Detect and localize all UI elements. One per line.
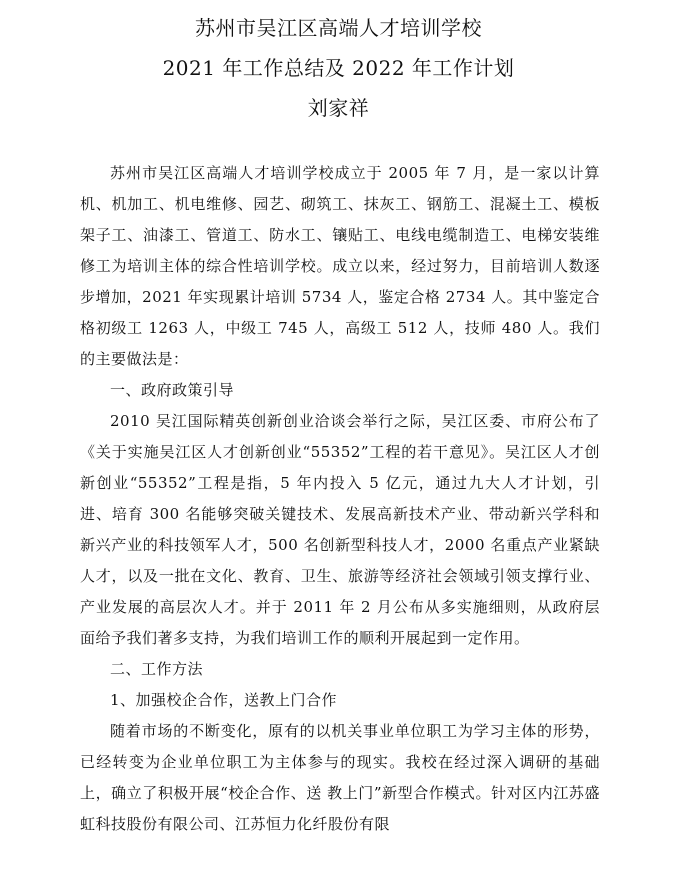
section-heading-work-methods: 二、工作方法 xyxy=(110,660,204,678)
paragraph-intro: 苏州市吴江区高端人才培训学校成立于 2005 年 7 月，是一家以计算机、机加工、机电维修、园艺、砌筑工、抹灰工、钢筋工、混凝土工、模板架子工、油漆工、管道工、防水工、镶贴工、电线电缆制造工、电梯安装维修工为培训主体的综合性培训学校。成立以来，经过努力，目前培训人数逐步增加，2021 年实现累计培训 5734 人，鉴定合格 2734 人。其中鉴定合格初级工 1263 人，中级工 745 人，高级工 512 人，技师 480 人。我们的主要做法是： xyxy=(80,164,600,368)
paragraph-school-enterprise: 随着市场的不断变化，原有的以机关事业单位职工为学习主体的形势，已经转变为企业单位职工为主体参与的现实。我校在经过深入调研的基础上，确立了积极开展“校企合作、送 教上门”新型合作模式。针对区内江苏盛虹科技股份有限公司、江苏恒力化纤股份有限 xyxy=(80,722,600,833)
section-heading-government-policy: 一、政府政策引导 xyxy=(110,381,235,399)
paragraph-policy: 2010 吴江国际精英创新创业洽谈会举行之际，吴江区委、市府公布了《关于实施吴江区人才创新创业“55352”工程的若干意见》。吴江区人才创新创业“55352”工程是指，5 年内投入 5 亿元，通过九大人才计划，引进、培育 300 名能够突破关键技术、发展高新技术产业、带动新兴学科和新兴产业的科技领军人才，500 名创新型科技人才，2000 名重点产业紧缺人才，以及一批在文化、教育、卫生、旅游等经济社会领域引领支撑行业、产业发展的高层次人才。并于 2011 年 2 月公布从多实施细则，从政府层面给予我们著多支持，为我们培训工作的顺利开展起到一定作用。 xyxy=(80,412,600,647)
document-author: 刘家祥 xyxy=(307,96,370,120)
document-title-report: 2021 年工作总结及 2022 年工作计划 xyxy=(162,56,515,80)
document-title-school: 苏州市吴江区高端人才培训学校 xyxy=(195,16,482,40)
subsection-heading-school-enterprise: 1、加强校企合作，送教上门合作 xyxy=(110,691,338,709)
document-body xyxy=(80,158,600,840)
